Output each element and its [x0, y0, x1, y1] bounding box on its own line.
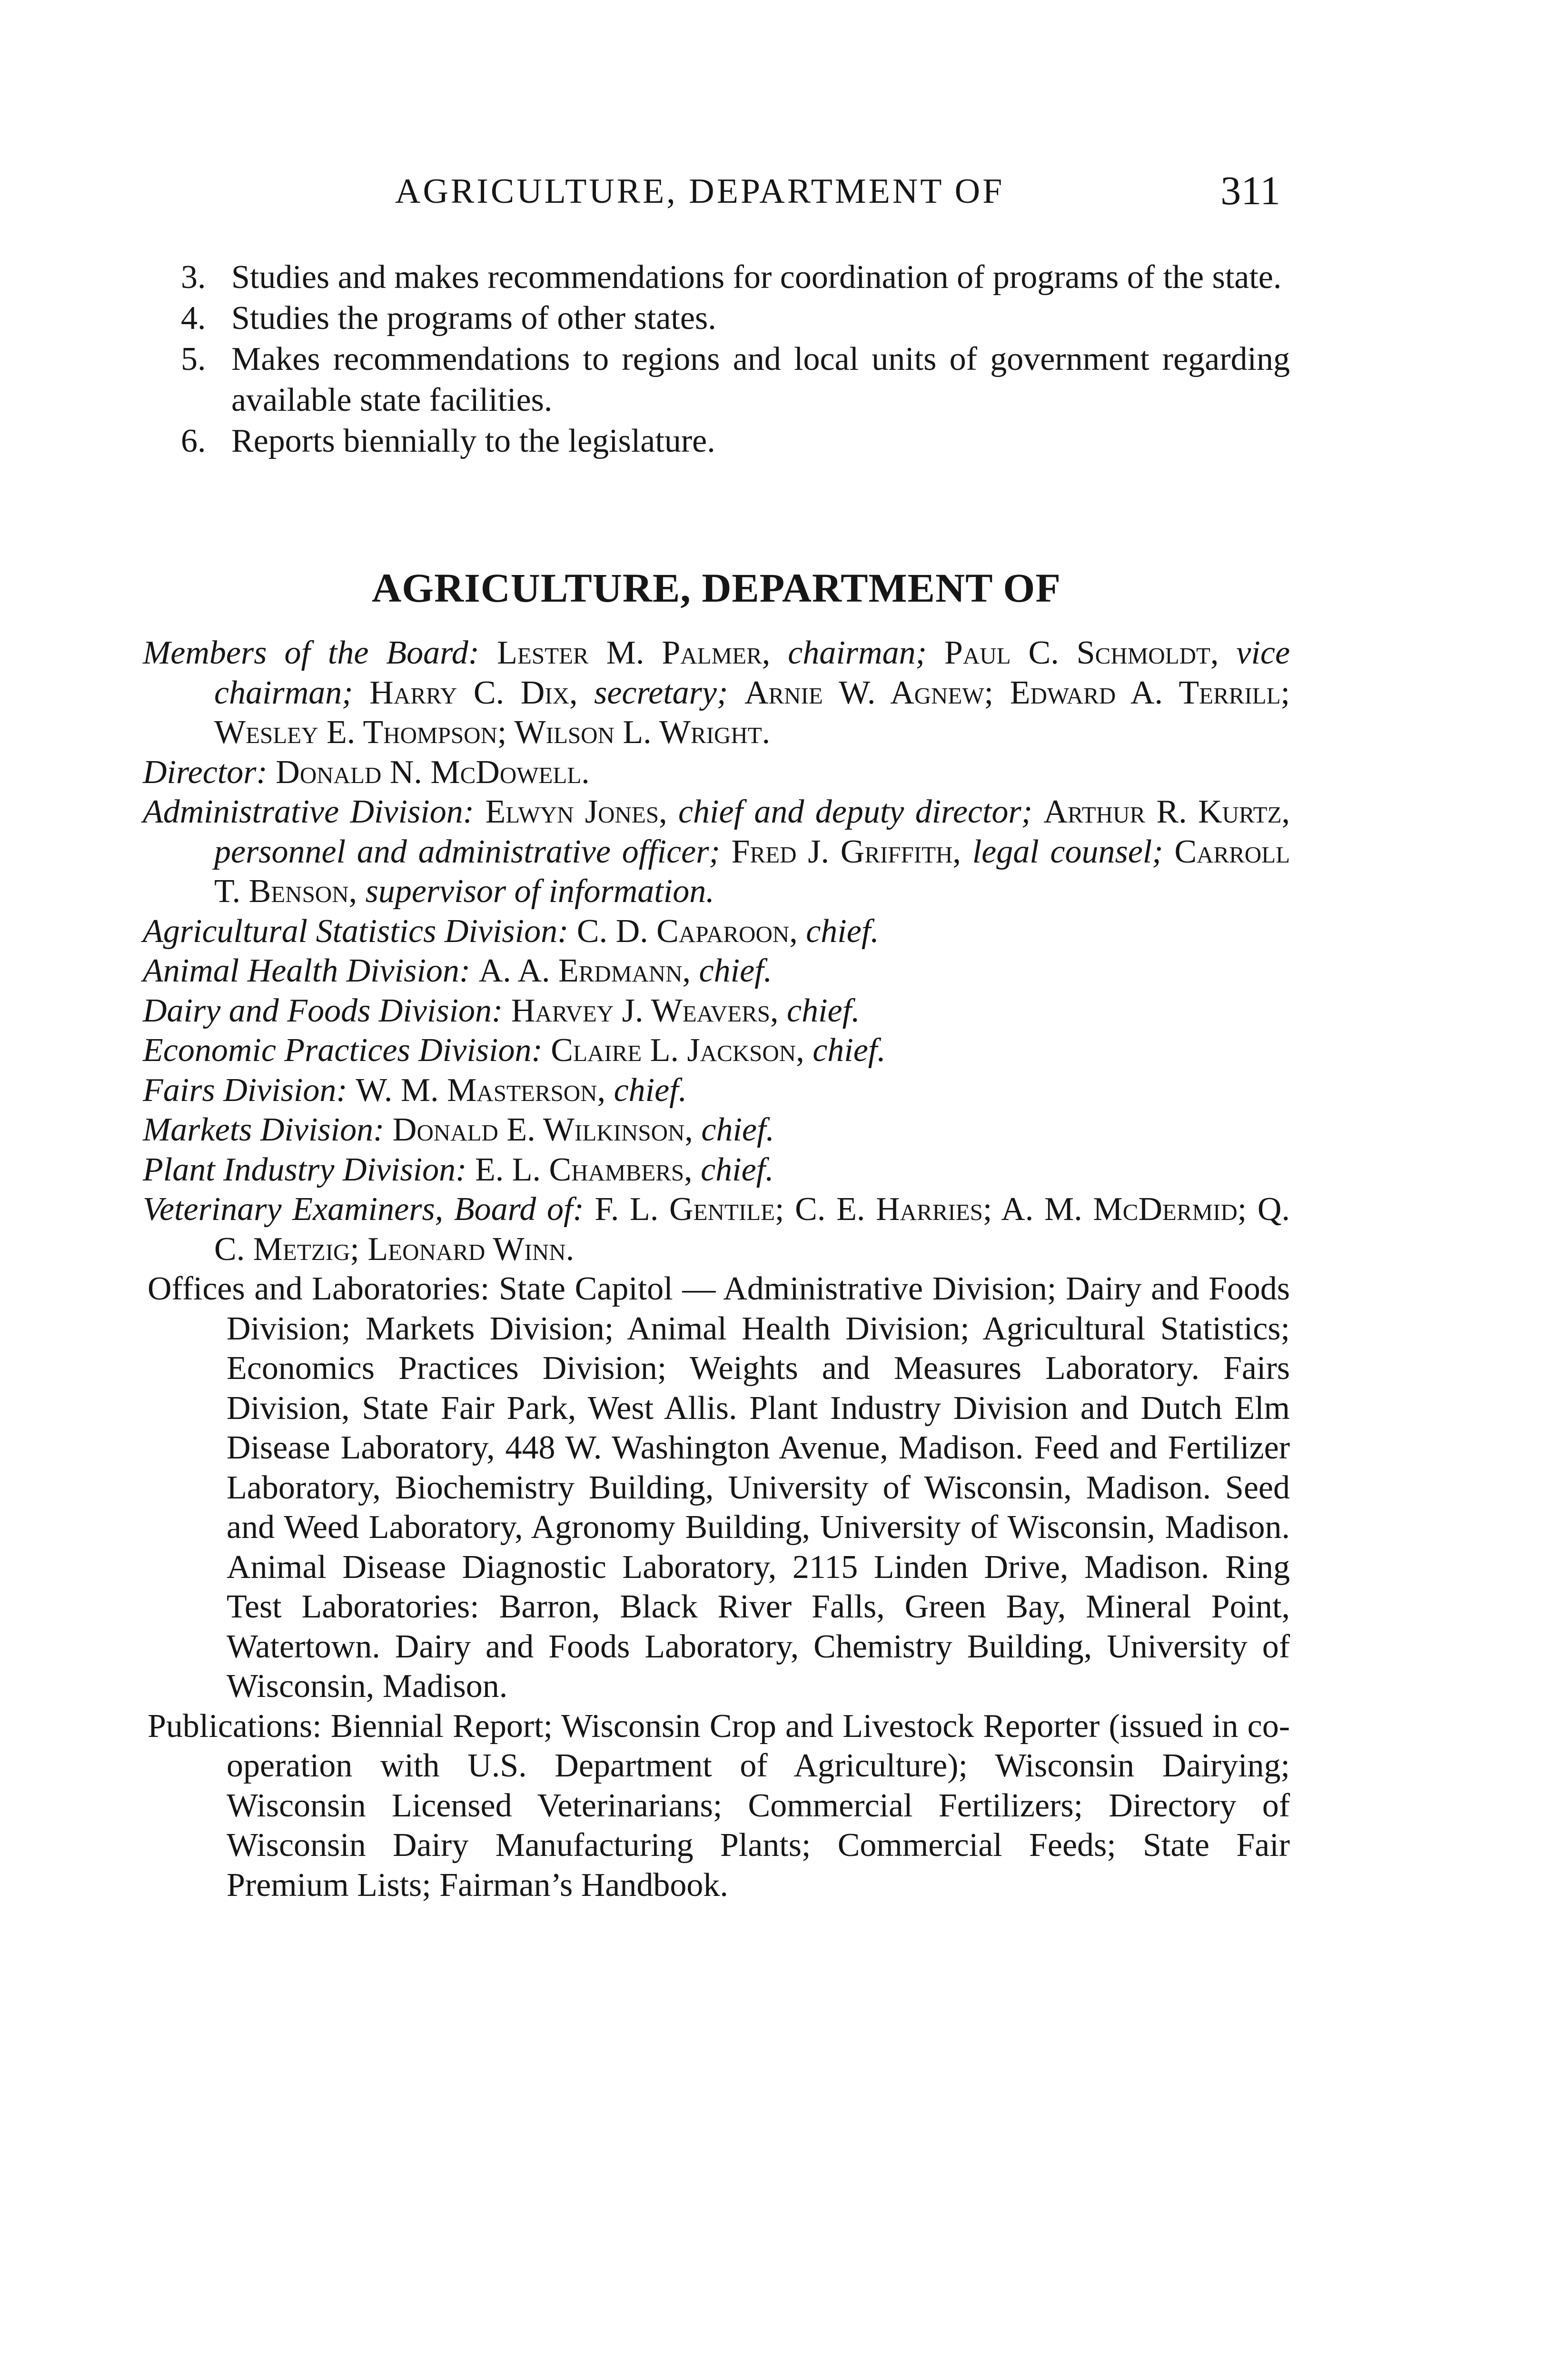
person-role: vice chairman; [214, 635, 1290, 711]
person-role: chief. [701, 1151, 774, 1188]
division-entry: Markets Division: Donald E. Wilkinson, chief. [143, 1111, 774, 1148]
entry-label: Director: [143, 754, 268, 791]
person-names: Arnie W. Agnew; Edward A. Terrill; Wesley E. Thompson; Wilson L. Wright. [214, 674, 1290, 751]
list-item [181, 298, 1290, 339]
entry-label: Dairy and Foods Division: [143, 992, 503, 1029]
list-number: 6. [181, 423, 206, 459]
person-name: Lester M. Palmer [497, 635, 762, 671]
person-name: Arthur R. Kurtz [1043, 793, 1282, 830]
person-name: Carroll T. Benson [214, 833, 1290, 910]
division-entry: Fairs Division: W. M. Masterson, chief. [143, 1071, 687, 1109]
person-role: chairman; [788, 635, 927, 671]
person-role: chief. [699, 952, 773, 989]
veterinary-board-entry [143, 1190, 1290, 1269]
numbered-list [181, 257, 1290, 462]
entry-label: Fairs Division: [143, 1071, 347, 1109]
division-entry: Dairy and Foods Division: Harvey J. Weavers, chief. [143, 992, 860, 1029]
entry-label: Administrative Division: [143, 793, 475, 830]
entry-label: Economic Practices Division: [143, 1032, 543, 1069]
department-entries [143, 633, 1290, 1905]
division-entry: Agricultural Statistics Division: C. D. Caparoon, chief. [143, 912, 879, 950]
running-title: AGRICULTURE, DEPARTMENT OF [395, 172, 1005, 211]
list-number: 3. [181, 259, 206, 296]
entry-label: Markets Division: [143, 1111, 385, 1148]
publications-entry: Publications: Biennial Report; Wisconsin Crop and Livestock Reporter (issued in co-operation with U.S. Department of Agriculture); Wisconsin Dairying; Wisconsin Licensed Veterinarians; Commercial Fertilizers; Directory of Wisconsin Dairy Manufacturing Plants; Commercial Feeds; State Fair Premium Lists; Fairman’s Handbook. [148, 1707, 1290, 1904]
list-number: 5. [181, 341, 206, 377]
person-name: Donald N. McDowell. [276, 754, 590, 791]
entry-label: Animal Health Division: [143, 952, 471, 989]
person-name: Harvey J. Weavers [511, 992, 771, 1029]
division-entry: Economic Practices Division: Claire L. Jackson, chief. [143, 1032, 886, 1069]
list-text: Reports biennially to the legislature. [231, 423, 715, 459]
person-role: legal counsel; [972, 833, 1163, 870]
person-names: F. L. Gentile; C. E. Harries; A. M. McDermid; Q. C. Metzig; Leonard Winn. [214, 1191, 1290, 1268]
person-name: C. D. Caparoon [576, 912, 790, 950]
division-entry: Animal Health Division: A. A. Erdmann, chief. [143, 952, 773, 989]
person-name: Elwyn Jones [485, 793, 659, 830]
person-role: chief. [806, 912, 879, 950]
person-name: A. A. Erdmann [478, 952, 683, 989]
board-members-entry: Members of the Board: Lester M. Palmer, chairman; Paul C. Schmoldt, vice chairman; Harry C. Dix, secretary; Arnie W. Agnew; Edward A. Terrill; Wesley E. Thompson; Wilson L. Wright. [143, 635, 1290, 751]
list-number: 4. [181, 300, 206, 337]
offices-laboratories-entry: Offices and Laboratories: State Capitol — Administrative Division; Dairy and Foods Division; Markets Division; Animal Health Division; Agricultural Statistics; Economics Practices Division; Weights and Measures Laboratory. Fairs Division, State Fair Park, West Allis. Plant Industry Division and Dutch Elm Disease Laboratory, 448 W. Washington Avenue, Madison. Feed and Fertilizer Laboratory, Biochemistry Building, University of Wisconsin, Madison. Seed and Weed Laboratory, Agronomy Building, University of Wisconsin, Madison. Animal Disease Diagnostic Laboratory, 2115 Linden Drive, Madison. Ring Test Laboratories: Barron, Black River Falls, Green Bay, Mineral Point, Watertown. Dairy and Foods Laboratory, Chemistry Building, University of Wisconsin, Madison. [148, 1270, 1290, 1705]
running-head [143, 167, 1285, 224]
entry-label: Plant Industry Division: [143, 1151, 467, 1188]
list-text: Studies and makes recommendations for coordination of programs of the state. [231, 259, 1282, 296]
list-text: Studies the programs of other states. [231, 300, 716, 337]
person-name: Harry C. Dix [369, 674, 569, 711]
person-name: Fred J. Griffith [731, 833, 953, 870]
person-role: personnel and administrative officer; [214, 833, 720, 870]
entry-label: Agricultural Statistics Division: [143, 912, 569, 950]
person-role: chief and deputy director; [678, 793, 1032, 830]
person-role: chief. [813, 1032, 886, 1069]
list-text: Makes recommendations to regions and local units of government regarding available state facilities. [231, 341, 1290, 418]
entry-label: Members of the Board: [143, 635, 480, 671]
person-role: chief. [701, 1111, 774, 1148]
list-item [181, 421, 1290, 462]
person-name: Paul C. Schmoldt [944, 635, 1210, 671]
administrative-division-entry: Administrative Division: Elwyn Jones, chief and deputy director; Arthur R. Kurtz, personnel and administrative officer; Fred J. Griffith, legal counsel; Carroll T. Benson, supervisor of information. [143, 793, 1290, 910]
person-name: W. M. Masterson [356, 1071, 597, 1109]
entry-label: Veterinary Examiners, Board of: [143, 1191, 584, 1228]
person-role: chief. [787, 992, 860, 1029]
list-item [181, 339, 1290, 421]
person-role: chief. [614, 1071, 687, 1109]
page-number: 311 [1220, 168, 1280, 213]
person-role: secretary; [594, 674, 728, 711]
division-entry: Plant Industry Division: E. L. Chambers, chief. [143, 1151, 774, 1188]
person-name: Donald E. Wilkinson [392, 1111, 685, 1148]
person-name: Claire L. Jackson [551, 1032, 796, 1069]
person-role: supervisor of information. [365, 873, 714, 910]
director-entry [143, 753, 1290, 793]
list-item [181, 257, 1290, 298]
person-name: E. L. Chambers [475, 1151, 684, 1188]
section-heading: AGRICULTURE, DEPARTMENT OF [372, 565, 1061, 611]
